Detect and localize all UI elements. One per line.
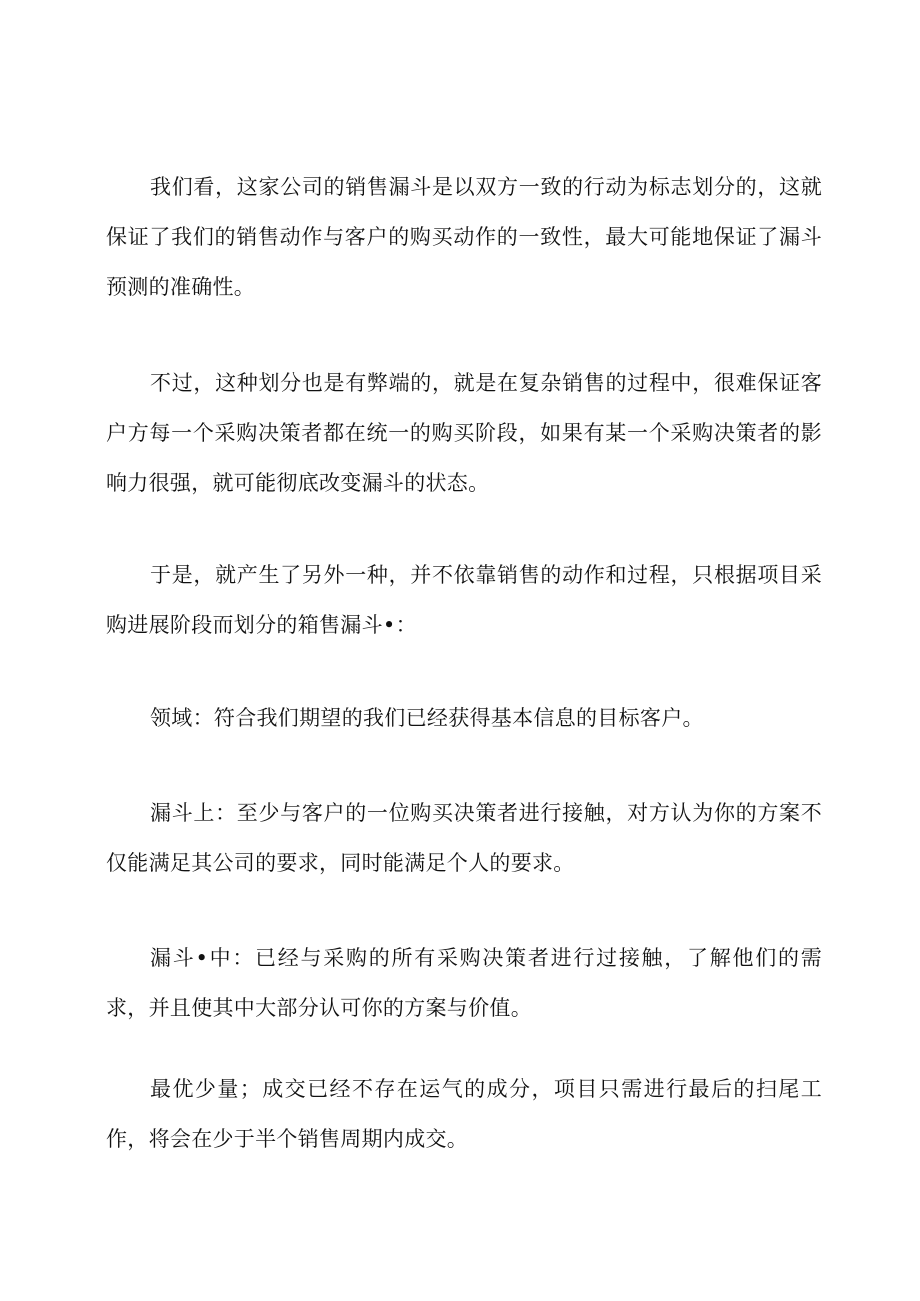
paragraph-alternative-funnel: 于是，就产生了另外一种，并不依靠销售的动作和过程，只根据项目采购进展阶段而划分的箱售漏斗•： bbox=[106, 563, 822, 637]
paragraph-stage-best-few: 最优少量；成交已经不存在运气的成分，项目只需进行最后的扫尾工作，将会在少于半个销售周期内成交。 bbox=[106, 1077, 822, 1151]
paragraph-stage-domain: 领域：符合我们期望的我们已经获得基本信息的目标客户。 bbox=[150, 706, 704, 730]
paragraph-stage-funnel-top: 漏斗上：至少与客户的一位购买决策者进行接触，对方认为你的方案不仅能满足其公司的要求，同时能满足个人的要求。 bbox=[106, 801, 822, 875]
paragraph-funnel-alignment: 我们看，这家公司的销售漏斗是以双方一致的行动为标志划分的，这就保证了我们的销售动作与客户的购买动作的一致性，最大可能地保证了漏斗预测的准确性。 bbox=[106, 175, 822, 299]
paragraph-stage-funnel-middle: 漏斗•中：已经与采购的所有采购决策者进行过接触，了解他们的需求，并且使其中大部分认可你的方案与价值。 bbox=[106, 946, 822, 1020]
paragraph-funnel-drawback: 不过，这种划分也是有弊端的，就是在复杂销售的过程中，很难保证客户方每一个采购决策者都在统一的购买阶段，如果有某一个采购决策者的影响力很强，就可能彻底改变漏斗的状态。 bbox=[106, 371, 822, 495]
